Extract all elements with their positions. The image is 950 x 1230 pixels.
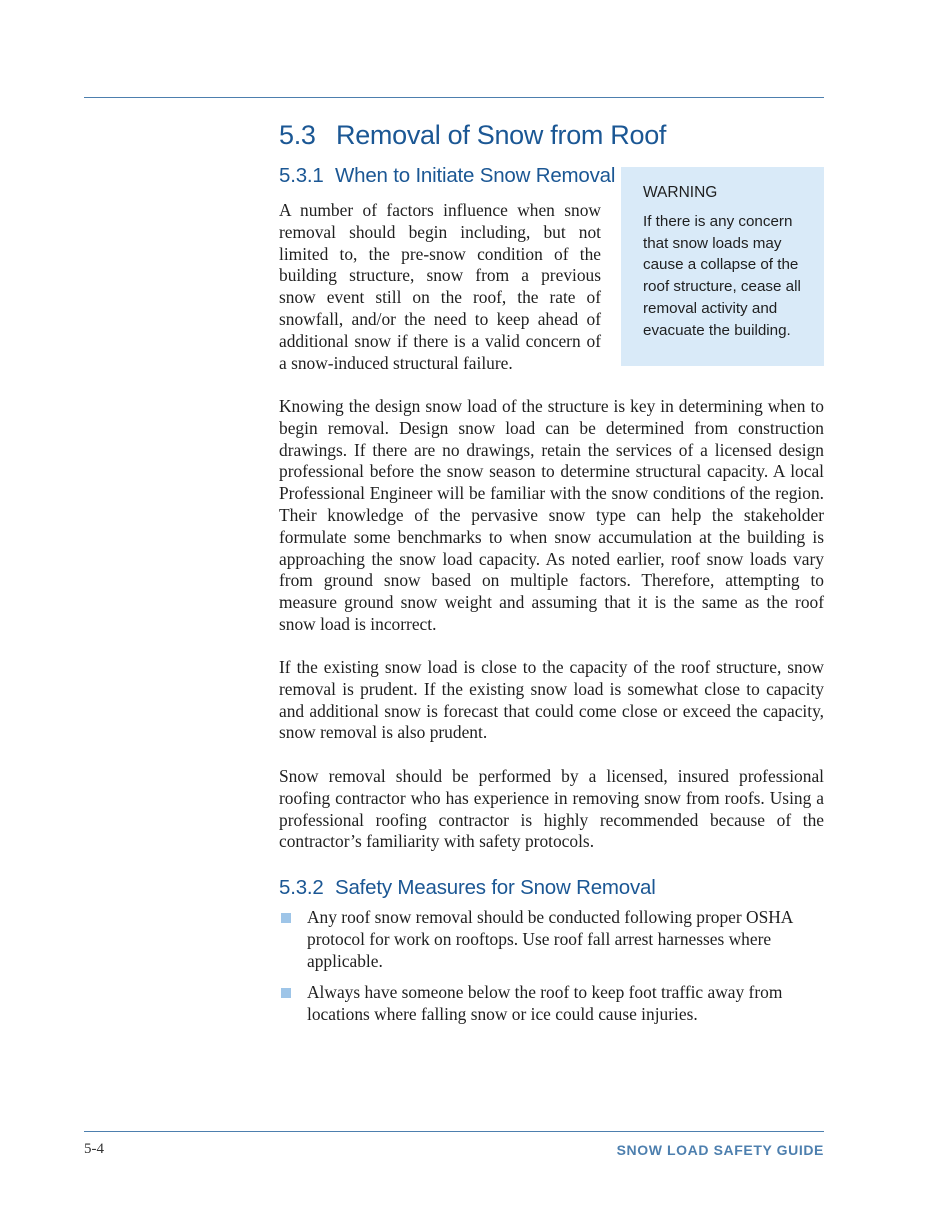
subsection-title-safety-measures bbox=[279, 876, 656, 900]
paragraph-existing-load: If the existing snow load is close to the capacity of the roof structure, snow removal is prudent. If the existing snow load is somewhat close to capacity and additional snow is forecast that could come close or exceed the capacity, snow removal is also prudent. bbox=[279, 657, 824, 743]
list-item-text: Always have someone below the roof to keep foot traffic away from locations where falling snow or ice could cause injuries. bbox=[307, 982, 783, 1025]
paragraph-design-snow-load: Knowing the design snow load of the structure is key in determining when to begin removal. Design snow load can be determined from construction drawings. If there are no drawings, retain the services of a licensed design professional before the snow season to determine structural capacity. A local Professional Engineer will be familiar with the snow conditions of the region. Their knowledge of the pervasive snow type can help the stakeholder formulate some benchmarks to when snow accumulation at the building is approaching the snow load capacity. As noted earlier, roof snow loads vary from ground snow based on multiple factors. Therefore, attempting to measure ground snow weight and assuming that it is the same as the roof snow load is incorrect. bbox=[279, 396, 824, 634]
square-bullet-icon bbox=[281, 988, 291, 998]
guide-title: SNOW LOAD SAFETY GUIDE bbox=[616, 1142, 824, 1158]
subsection-title-text: Safety Measures for Snow Removal bbox=[335, 876, 656, 899]
subsection-title-text: When to Initiate Snow Removal bbox=[335, 164, 616, 187]
page-number: 5-4 bbox=[84, 1141, 104, 1157]
subsection-number: 5.3.1 bbox=[279, 164, 324, 187]
paragraph-contractor: Snow removal should be performed by a licensed, insured professional roofing contractor who has experience in removing snow from roofs. Using a professional roofing contractor is highly recommended because of the contractor’s familiarity with safety protocols. bbox=[279, 766, 824, 852]
warning-box bbox=[621, 167, 824, 366]
paragraph-factors: A number of factors influence when snow removal should begin including, but not limited to, the pre-snow condition of the building structure, snow from a previous snow event still on the roof, the rate of snowfall, and/or the need to keep ahead of additional snow if there is a valid concern of a snow-induced structural failure. bbox=[279, 200, 601, 373]
list-item-text: Any roof snow removal should be conducted following proper OSHA protocol for work on rooftops. Use roof fall arrest harnesses where applicable. bbox=[307, 907, 793, 971]
footer-rule bbox=[84, 1131, 824, 1132]
header-rule bbox=[84, 97, 824, 98]
list-item bbox=[279, 907, 824, 972]
section-number: 5.3 bbox=[279, 120, 316, 150]
section-title bbox=[279, 120, 666, 151]
warning-title: WARNING bbox=[643, 184, 718, 201]
subsection-number: 5.3.2 bbox=[279, 876, 324, 899]
square-bullet-icon bbox=[281, 913, 291, 923]
section-title-text: Removal of Snow from Roof bbox=[336, 120, 667, 150]
warning-body: If there is any concern that snow loads may cause a collapse of the roof structure, cease all removal activity and evacuate the building. bbox=[643, 213, 801, 339]
safety-bullet-list bbox=[279, 907, 824, 1036]
list-item bbox=[279, 982, 824, 1026]
subsection-title-when-to-initiate bbox=[279, 164, 615, 188]
